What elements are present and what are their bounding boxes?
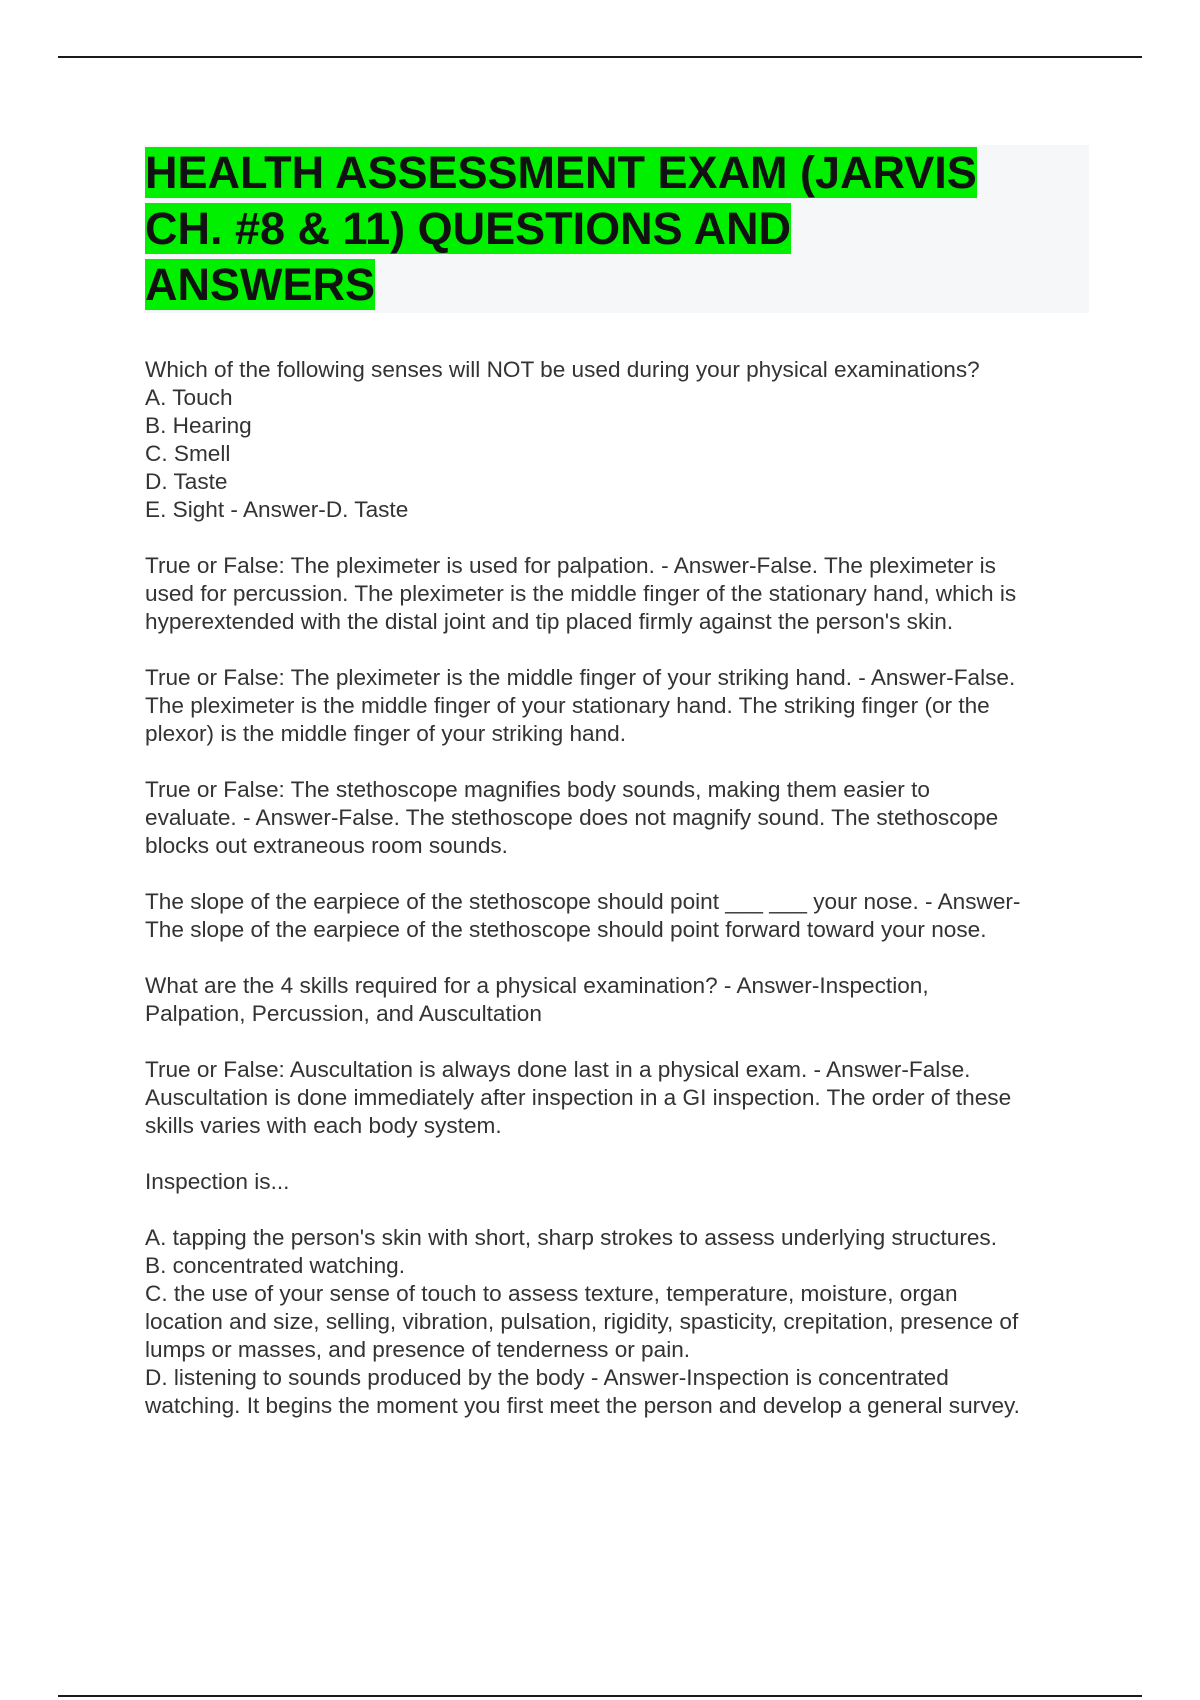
qa-block-stethoscope-magnify	[145, 776, 1095, 860]
qa-line: D. listening to sounds produced by the body - Answer-Inspection is concentrated	[145, 1365, 949, 1390]
title-line: ANSWERS	[145, 259, 376, 310]
qa-line: True or False: The pleximeter is used for palpation. - Answer-False. The pleximeter is	[145, 553, 996, 578]
qa-line: location and size, selling, vibration, pulsation, rigidity, spasticity, crepitation, presence of	[145, 1309, 1019, 1334]
qa-content	[145, 356, 1095, 1448]
qa-line: watching. It begins the moment you first meet the person and develop a general survey.	[145, 1393, 1020, 1418]
qa-line: D. Taste	[145, 469, 228, 494]
qa-line: skills varies with each body system.	[145, 1113, 502, 1138]
header-rule	[58, 56, 1142, 58]
qa-line: The pleximeter is the middle finger of your stationary hand. The striking finger (or the	[145, 693, 990, 718]
qa-line: lumps or masses, and presence of tenderness or pain.	[145, 1337, 691, 1362]
qa-line: The slope of the earpiece of the stethoscope should point ___ ___ your nose. - Answer-	[145, 889, 1021, 914]
qa-line: True or False: Auscultation is always done last in a physical exam. - Answer-False.	[145, 1057, 971, 1082]
qa-block-senses	[145, 356, 1095, 524]
qa-block-pleximeter-finger	[145, 664, 1095, 748]
qa-line: blocks out extraneous room sounds.	[145, 833, 508, 858]
qa-line: hyperextended with the distal joint and tip placed firmly against the person's skin.	[145, 609, 954, 634]
qa-line: Auscultation is done immediately after inspection in a GI inspection. The order of these	[145, 1085, 1012, 1110]
qa-block-inspection-question	[145, 1168, 1095, 1196]
qa-line: C. Smell	[145, 441, 231, 466]
title-line: CH. #8 & 11) QUESTIONS AND	[145, 203, 791, 254]
document-title	[145, 145, 1089, 313]
qa-line: used for percussion. The pleximeter is the middle finger of the stationary hand, which is	[145, 581, 1017, 606]
qa-block-inspection-options	[145, 1224, 1095, 1420]
footer-rule	[58, 1695, 1142, 1697]
qa-block-pleximeter-palpation	[145, 552, 1095, 636]
qa-line: plexor) is the middle finger of your striking hand.	[145, 721, 626, 746]
title-box	[145, 145, 1089, 313]
qa-line: The slope of the earpiece of the stethoscope should point forward toward your nose.	[145, 917, 987, 942]
qa-block-four-skills	[145, 972, 1095, 1028]
qa-line: A. Touch	[145, 385, 233, 410]
qa-line: Palpation, Percussion, and Auscultation	[145, 1001, 542, 1026]
qa-line: True or False: The stethoscope magnifies body sounds, making them easier to	[145, 777, 930, 802]
qa-line: Inspection is...	[145, 1169, 290, 1194]
qa-line: What are the 4 skills required for a physical examination? - Answer-Inspection,	[145, 973, 929, 998]
qa-line: True or False: The pleximeter is the middle finger of your striking hand. - Answer-False.	[145, 665, 1016, 690]
qa-block-earpiece-slope	[145, 888, 1095, 944]
qa-line: A. tapping the person's skin with short, sharp strokes to assess underlying structures.	[145, 1225, 997, 1250]
qa-line: Which of the following senses will NOT be used during your physical examinations?	[145, 357, 980, 382]
qa-block-auscultation-order	[145, 1056, 1095, 1140]
title-line: HEALTH ASSESSMENT EXAM (JARVIS	[145, 147, 977, 198]
qa-line: B. Hearing	[145, 413, 252, 438]
qa-line: E. Sight - Answer-D. Taste	[145, 497, 409, 522]
qa-line: C. the use of your sense of touch to assess texture, temperature, moisture, organ	[145, 1281, 958, 1306]
qa-line: evaluate. - Answer-False. The stethoscope does not magnify sound. The stethoscope	[145, 805, 999, 830]
qa-line: B. concentrated watching.	[145, 1253, 405, 1278]
